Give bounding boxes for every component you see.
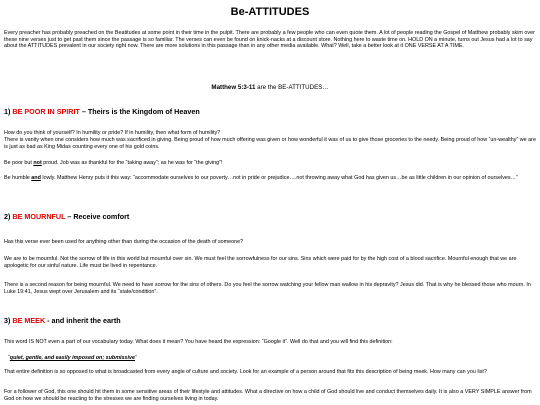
- definition-quote: [8, 355, 540, 362]
- section-2-number: 2): [4, 212, 13, 221]
- section-3-subtitle: - and inherit the earth: [45, 316, 121, 325]
- section-3-paragraph-3: For a follower of God, this one should hit them in some sensitive areas of their lifestyle and attitudes. What a directive on how a child of God should live and conduct themselves daily. It is also a VERY SIMPLE answer from God on how we should be reacting to the stresses we are finding ourselves living in today.: [4, 389, 532, 402]
- section-2-red-title: BE MOURNFUL: [12, 212, 66, 221]
- reference-bold: Matthew 5:3-11: [211, 84, 256, 91]
- document-title: Be-ATTITUDES: [230, 6, 310, 18]
- section-3-paragraph-2: That entire definition is so opposed to what is broadcasted from every angle of culture and society. Look for an example of a person around that fits this description of being meek. How many can you list?: [4, 369, 487, 375]
- section-1-paragraph-1b: There is vanity when one considers how much was sacrificed in giving. Being proud of how much offering was given or how wonderful it was of us to give those groceries to the needy. Being proud of how “un-wealthy” we are is just as bad as King Midas counting every one of his gold coins.: [4, 137, 536, 150]
- section-1-paragraph-1a: How do you think of yourself? In humility or pride? If in humility, then what form of humility?: [4, 130, 221, 136]
- quote-mark: “: [8, 355, 10, 361]
- section-3-paragraph-1: This word IS NOT even a part of our vocabulary today. What does it mean? You have heard the expression: “Google it”. Well do that and you will find this definition:: [4, 339, 393, 345]
- section-1-number: 1): [4, 107, 13, 116]
- section-1-paragraph-2: [4, 160, 536, 167]
- section-2-heading: [4, 212, 536, 221]
- section-3-red-title: BE MEEK: [12, 316, 46, 325]
- text-span: Be humble: [4, 175, 32, 181]
- quote-mark: ”: [135, 355, 137, 361]
- section-1-red-title: BE POOR IN SPIRIT: [12, 107, 80, 116]
- section-2-subtitle: – Receive comfort: [65, 212, 130, 221]
- section-2-paragraph-3: There is a second reason for being mournful. We need to have sorrow for the sins of others. Do you feel the sorrow watching your fellow man wallow in his depravity? Jesus did. That is why he blessed those who mourn. In Luke 19:41, Jesus wept over Jerusalem and its “state/condition”.: [4, 282, 531, 295]
- section-3-heading: [4, 316, 536, 325]
- definition-text: quiet, gentle, and easily imposed on; submissive: [9, 355, 136, 361]
- section-2-paragraph-2: We are to be mournful. Not the sorrow of life in this world but mournful over sin. We must feel the sorrowfulness for our sins. Sins which were paid for by the high cost of a blood sacrifice. Mournful enough that we are apologetic for our sinful nature. Life must be lived in repentance.: [4, 256, 517, 269]
- text-span: Be poor but: [4, 160, 34, 166]
- section-3-number: 3): [4, 316, 13, 325]
- section-1-subtitle: – Theirs is the Kingdom of Heaven: [79, 107, 200, 116]
- intro-paragraph: Every preacher has probably preached on the Beatitudes at some point in their time in the pulpit. There are probably a few people who can even quote them. A lot of people reading the Gospel of Matthew probably skim over these nine verses just to get past them since the passage is so familiar. The verses can even be found on knick-nacks at a discount store. Nothing here to waste time on. HOLD ON a minute, turns out Jesus had a lot to say about the ATTITUDES prevalent in our society right now. There are more solutions in this passage than in any other media available. What? Well, take a better look at it ONE VERSE AT A TIME.: [4, 30, 535, 50]
- text-span: proud. Job was as thankful for the “taking away”; as he was for “the giving”!: [41, 160, 223, 166]
- scripture-reference: [4, 85, 536, 92]
- section-1-heading: [4, 107, 536, 116]
- text-span: lowly. Matthew Henry puts it this way: “accommodate ourselves to our poverty…not in pride or prejudice….not throwing away what God has given us…be as little children in our opinion of ourselves…”: [40, 175, 518, 181]
- section-1-paragraph-3: [4, 175, 536, 182]
- section-2-paragraph-1: Has this verse ever been used for anything other than during the occasion of the death of someone?: [4, 239, 244, 245]
- emphasis-and: and: [31, 175, 41, 181]
- reference-rest: are the BE-ATTITUDES…: [255, 84, 329, 91]
- emphasis-not: not: [33, 160, 42, 166]
